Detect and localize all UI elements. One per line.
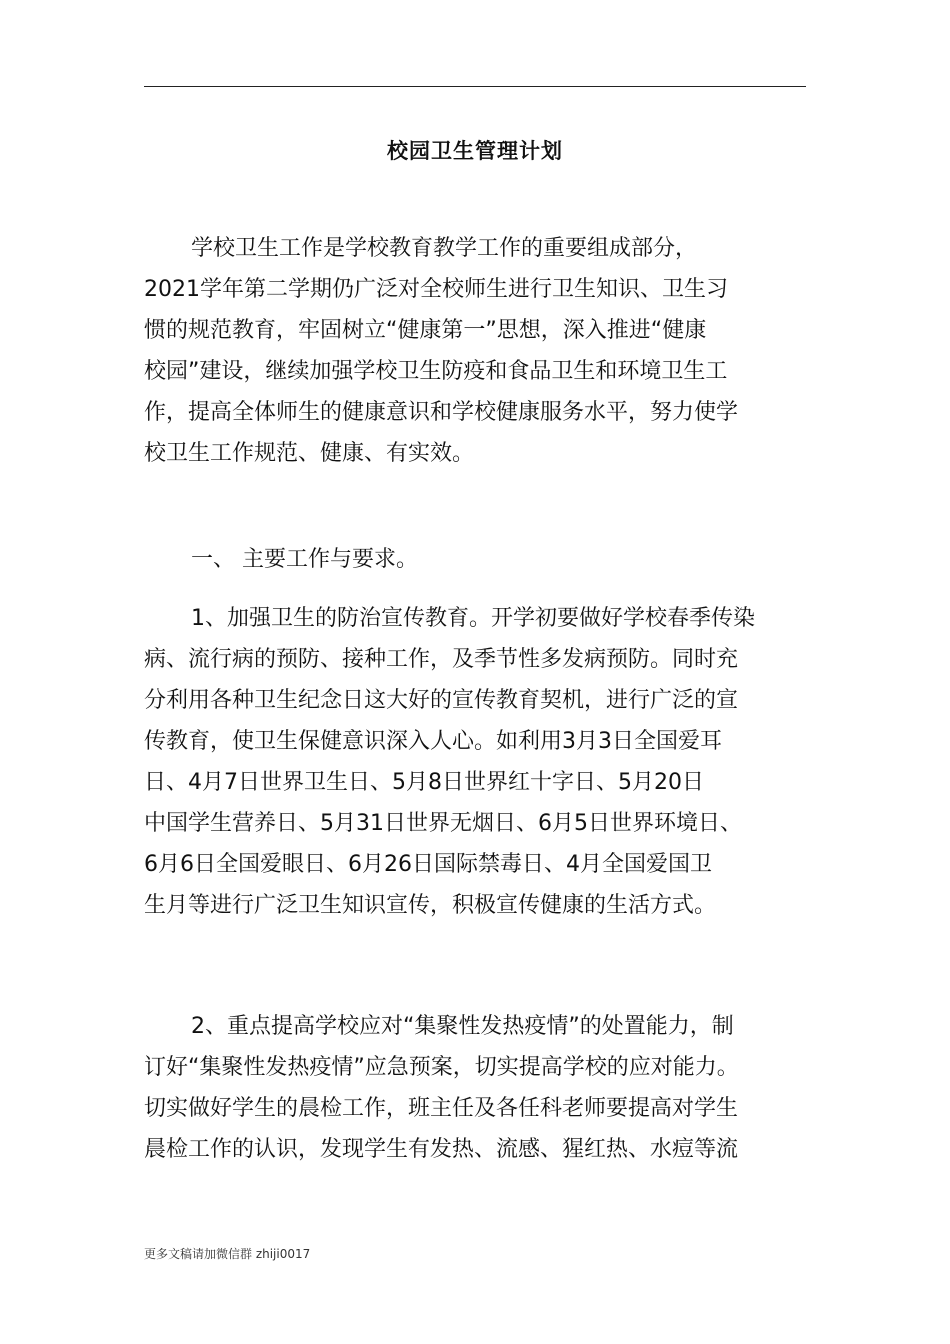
text-line: 2021学年第二学期仍广泛对全校师生进行卫生知识、卫生习 xyxy=(144,277,728,302)
text-line: 晨检工作的认识，发现学生有发热、流感、猩红热、水痘等流 xyxy=(144,1137,739,1162)
text-line: 分利用各种卫生纪念日这大好的宣传教育契机，进行广泛的宣 xyxy=(144,688,739,713)
text-line: 传教育，使卫生保健意识深入人心。如利用3月3日全国爱耳 xyxy=(144,729,722,754)
text-line: 1、加强卫生的防治宣传教育。开学初要做好学校春季传染 xyxy=(191,606,755,631)
text-line: 6月6日全国爱眼日、6月26日国际禁毒日、4月全国爱国卫 xyxy=(144,852,712,877)
text-line: 日、4月7日世界卫生日、5月8日世界红十字日、5月20日 xyxy=(144,770,704,795)
footer-note: 更多文稿请加微信群 zhiji0017 xyxy=(144,1247,311,1261)
header-rule xyxy=(144,86,806,87)
paragraph xyxy=(144,1006,806,1170)
text-line: 病、流行病的预防、接种工作，及季节性多发病预防。同时充 xyxy=(144,647,739,672)
text-line: 作，提高全体师生的健康意识和学校健康服务水平，努力使学 xyxy=(144,400,739,425)
text-line: 校园”建设，继续加强学校卫生防疫和食品卫生和环境卫生工 xyxy=(144,359,728,384)
paragraph xyxy=(144,539,806,580)
text-line: 生月等进行广泛卫生知识宣传，积极宣传健康的生活方式。 xyxy=(144,893,717,918)
text-line: 切实做好学生的晨检工作，班主任及各任科老师要提高对学生 xyxy=(144,1096,739,1121)
paragraph xyxy=(144,228,806,474)
document-title: 校园卫生管理计划 xyxy=(387,139,563,163)
text-line: 订好“集聚性发热疫情”应急预案，切实提高学校的应对能力。 xyxy=(144,1055,739,1080)
text-line: 惯的规范教育，牢固树立“健康第一”思想，深入推进“健康 xyxy=(144,318,707,343)
text-line: 一、 主要工作与要求。 xyxy=(191,547,418,572)
text-line: 2、重点提高学校应对“集聚性发热疫情”的处置能力，制 xyxy=(191,1014,734,1039)
paragraph xyxy=(144,598,806,926)
text-line: 校卫生工作规范、健康、有实效。 xyxy=(144,441,475,466)
text-line: 学校卫生工作是学校教育教学工作的重要组成部分， xyxy=(191,236,698,261)
text-line: 中国学生营养日、5月31日世界无烟日、6月5日世界环境日、 xyxy=(144,811,742,836)
